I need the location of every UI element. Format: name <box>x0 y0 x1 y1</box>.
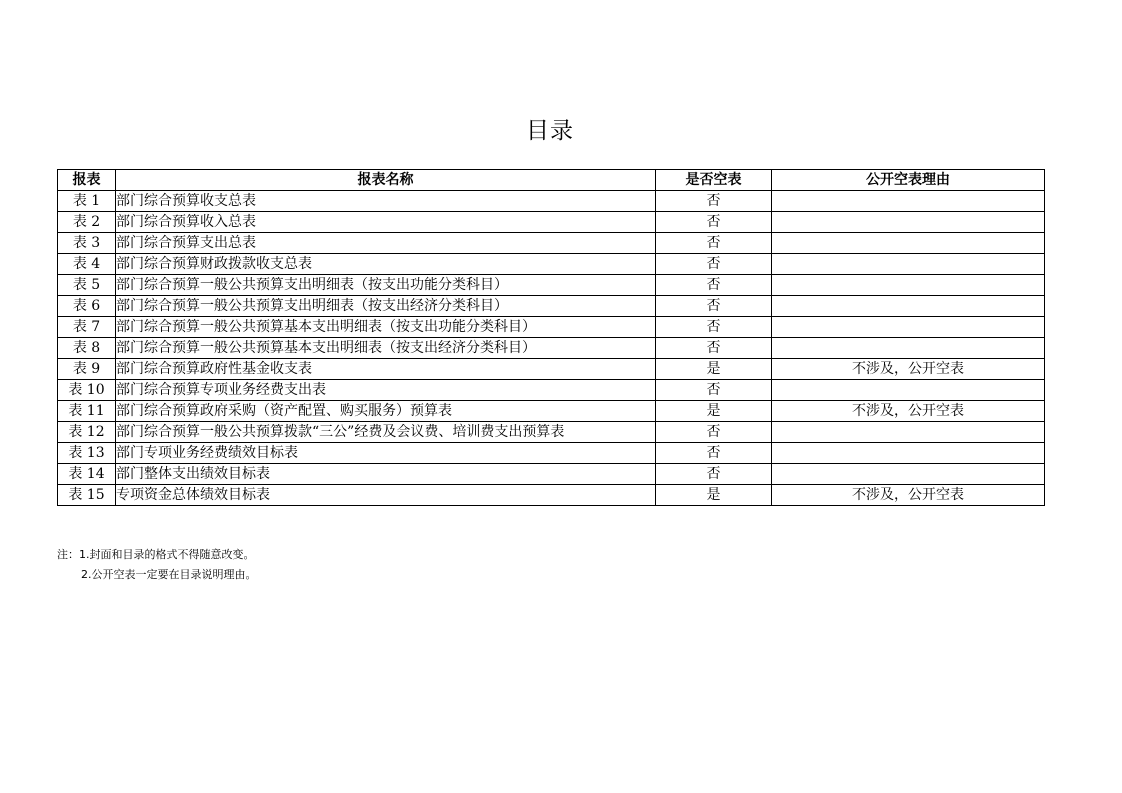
cell-reason <box>772 380 1045 401</box>
cell-code: 表 7 <box>58 317 116 338</box>
cell-name: 专项资金总体绩效目标表 <box>116 485 656 506</box>
catalog-table <box>57 169 1045 506</box>
table-row <box>58 485 1045 506</box>
table-row <box>58 275 1045 296</box>
cell-empty: 否 <box>656 422 772 443</box>
cell-empty: 否 <box>656 212 772 233</box>
cell-empty: 否 <box>656 338 772 359</box>
cell-name: 部门综合预算一般公共预算拨款“三公”经费及会议费、培训费支出预算表 <box>116 422 656 443</box>
cell-name: 部门综合预算一般公共预算支出明细表（按支出功能分类科目） <box>116 275 656 296</box>
cell-code: 表 3 <box>58 233 116 254</box>
table-row <box>58 254 1045 275</box>
cell-reason <box>772 275 1045 296</box>
table-row <box>58 317 1045 338</box>
cell-code: 表 12 <box>58 422 116 443</box>
cell-reason <box>772 422 1045 443</box>
cell-name: 部门综合预算一般公共预算支出明细表（按支出经济分类科目） <box>116 296 656 317</box>
header-empty: 是否空表 <box>656 170 772 191</box>
cell-name: 部门综合预算收支总表 <box>116 191 656 212</box>
cell-code: 表 13 <box>58 443 116 464</box>
cell-name: 部门综合预算支出总表 <box>116 233 656 254</box>
table-row <box>58 464 1045 485</box>
cell-empty: 是 <box>656 401 772 422</box>
table-header-row <box>58 170 1045 191</box>
cell-reason <box>772 296 1045 317</box>
cell-empty: 否 <box>656 191 772 212</box>
cell-code: 表 11 <box>58 401 116 422</box>
cell-name: 部门综合预算政府采购（资产配置、购买服务）预算表 <box>116 401 656 422</box>
cell-code: 表 4 <box>58 254 116 275</box>
cell-code: 表 15 <box>58 485 116 506</box>
cell-reason <box>772 464 1045 485</box>
cell-empty: 否 <box>656 233 772 254</box>
cell-name: 部门综合预算政府性基金收支表 <box>116 359 656 380</box>
cell-reason <box>772 338 1045 359</box>
table-row <box>58 380 1045 401</box>
cell-reason <box>772 233 1045 254</box>
cell-code: 表 5 <box>58 275 116 296</box>
cell-empty: 否 <box>656 296 772 317</box>
header-code: 报表 <box>58 170 116 191</box>
cell-code: 表 1 <box>58 191 116 212</box>
cell-code: 表 6 <box>58 296 116 317</box>
cell-name: 部门综合预算收入总表 <box>116 212 656 233</box>
table-row <box>58 212 1045 233</box>
table-row <box>58 338 1045 359</box>
cell-reason: 不涉及，公开空表 <box>772 359 1045 380</box>
table-row <box>58 359 1045 380</box>
cell-empty: 否 <box>656 317 772 338</box>
cell-name: 部门专项业务经费绩效目标表 <box>116 443 656 464</box>
table-row <box>58 296 1045 317</box>
cell-empty: 否 <box>656 464 772 485</box>
cell-name: 部门综合预算财政拨款收支总表 <box>116 254 656 275</box>
note-line-1: 注：1.封面和目录的格式不得随意改变。 <box>57 548 255 561</box>
page-title: 目录 <box>526 118 574 144</box>
cell-empty: 否 <box>656 275 772 296</box>
table-row <box>58 233 1045 254</box>
cell-empty: 否 <box>656 254 772 275</box>
cell-name: 部门综合预算专项业务经费支出表 <box>116 380 656 401</box>
table-row <box>58 422 1045 443</box>
note-line-2: 2.公开空表一定要在目录说明理由。 <box>81 568 257 581</box>
cell-reason <box>772 443 1045 464</box>
cell-empty: 否 <box>656 443 772 464</box>
table-row <box>58 191 1045 212</box>
cell-code: 表 10 <box>58 380 116 401</box>
cell-empty: 否 <box>656 380 772 401</box>
table-row <box>58 401 1045 422</box>
cell-reason: 不涉及，公开空表 <box>772 485 1045 506</box>
notes <box>57 545 257 585</box>
cell-reason <box>772 254 1045 275</box>
cell-empty: 是 <box>656 485 772 506</box>
cell-reason <box>772 212 1045 233</box>
cell-empty: 是 <box>656 359 772 380</box>
cell-reason: 不涉及，公开空表 <box>772 401 1045 422</box>
cell-name: 部门整体支出绩效目标表 <box>116 464 656 485</box>
header-name: 报表名称 <box>116 170 656 191</box>
cell-name: 部门综合预算一般公共预算基本支出明细表（按支出经济分类科目） <box>116 338 656 359</box>
cell-reason <box>772 191 1045 212</box>
table-row <box>58 443 1045 464</box>
cell-reason <box>772 317 1045 338</box>
cell-code: 表 9 <box>58 359 116 380</box>
header-reason: 公开空表理由 <box>772 170 1045 191</box>
cell-code: 表 2 <box>58 212 116 233</box>
cell-code: 表 8 <box>58 338 116 359</box>
cell-name: 部门综合预算一般公共预算基本支出明细表（按支出功能分类科目） <box>116 317 656 338</box>
cell-code: 表 14 <box>58 464 116 485</box>
